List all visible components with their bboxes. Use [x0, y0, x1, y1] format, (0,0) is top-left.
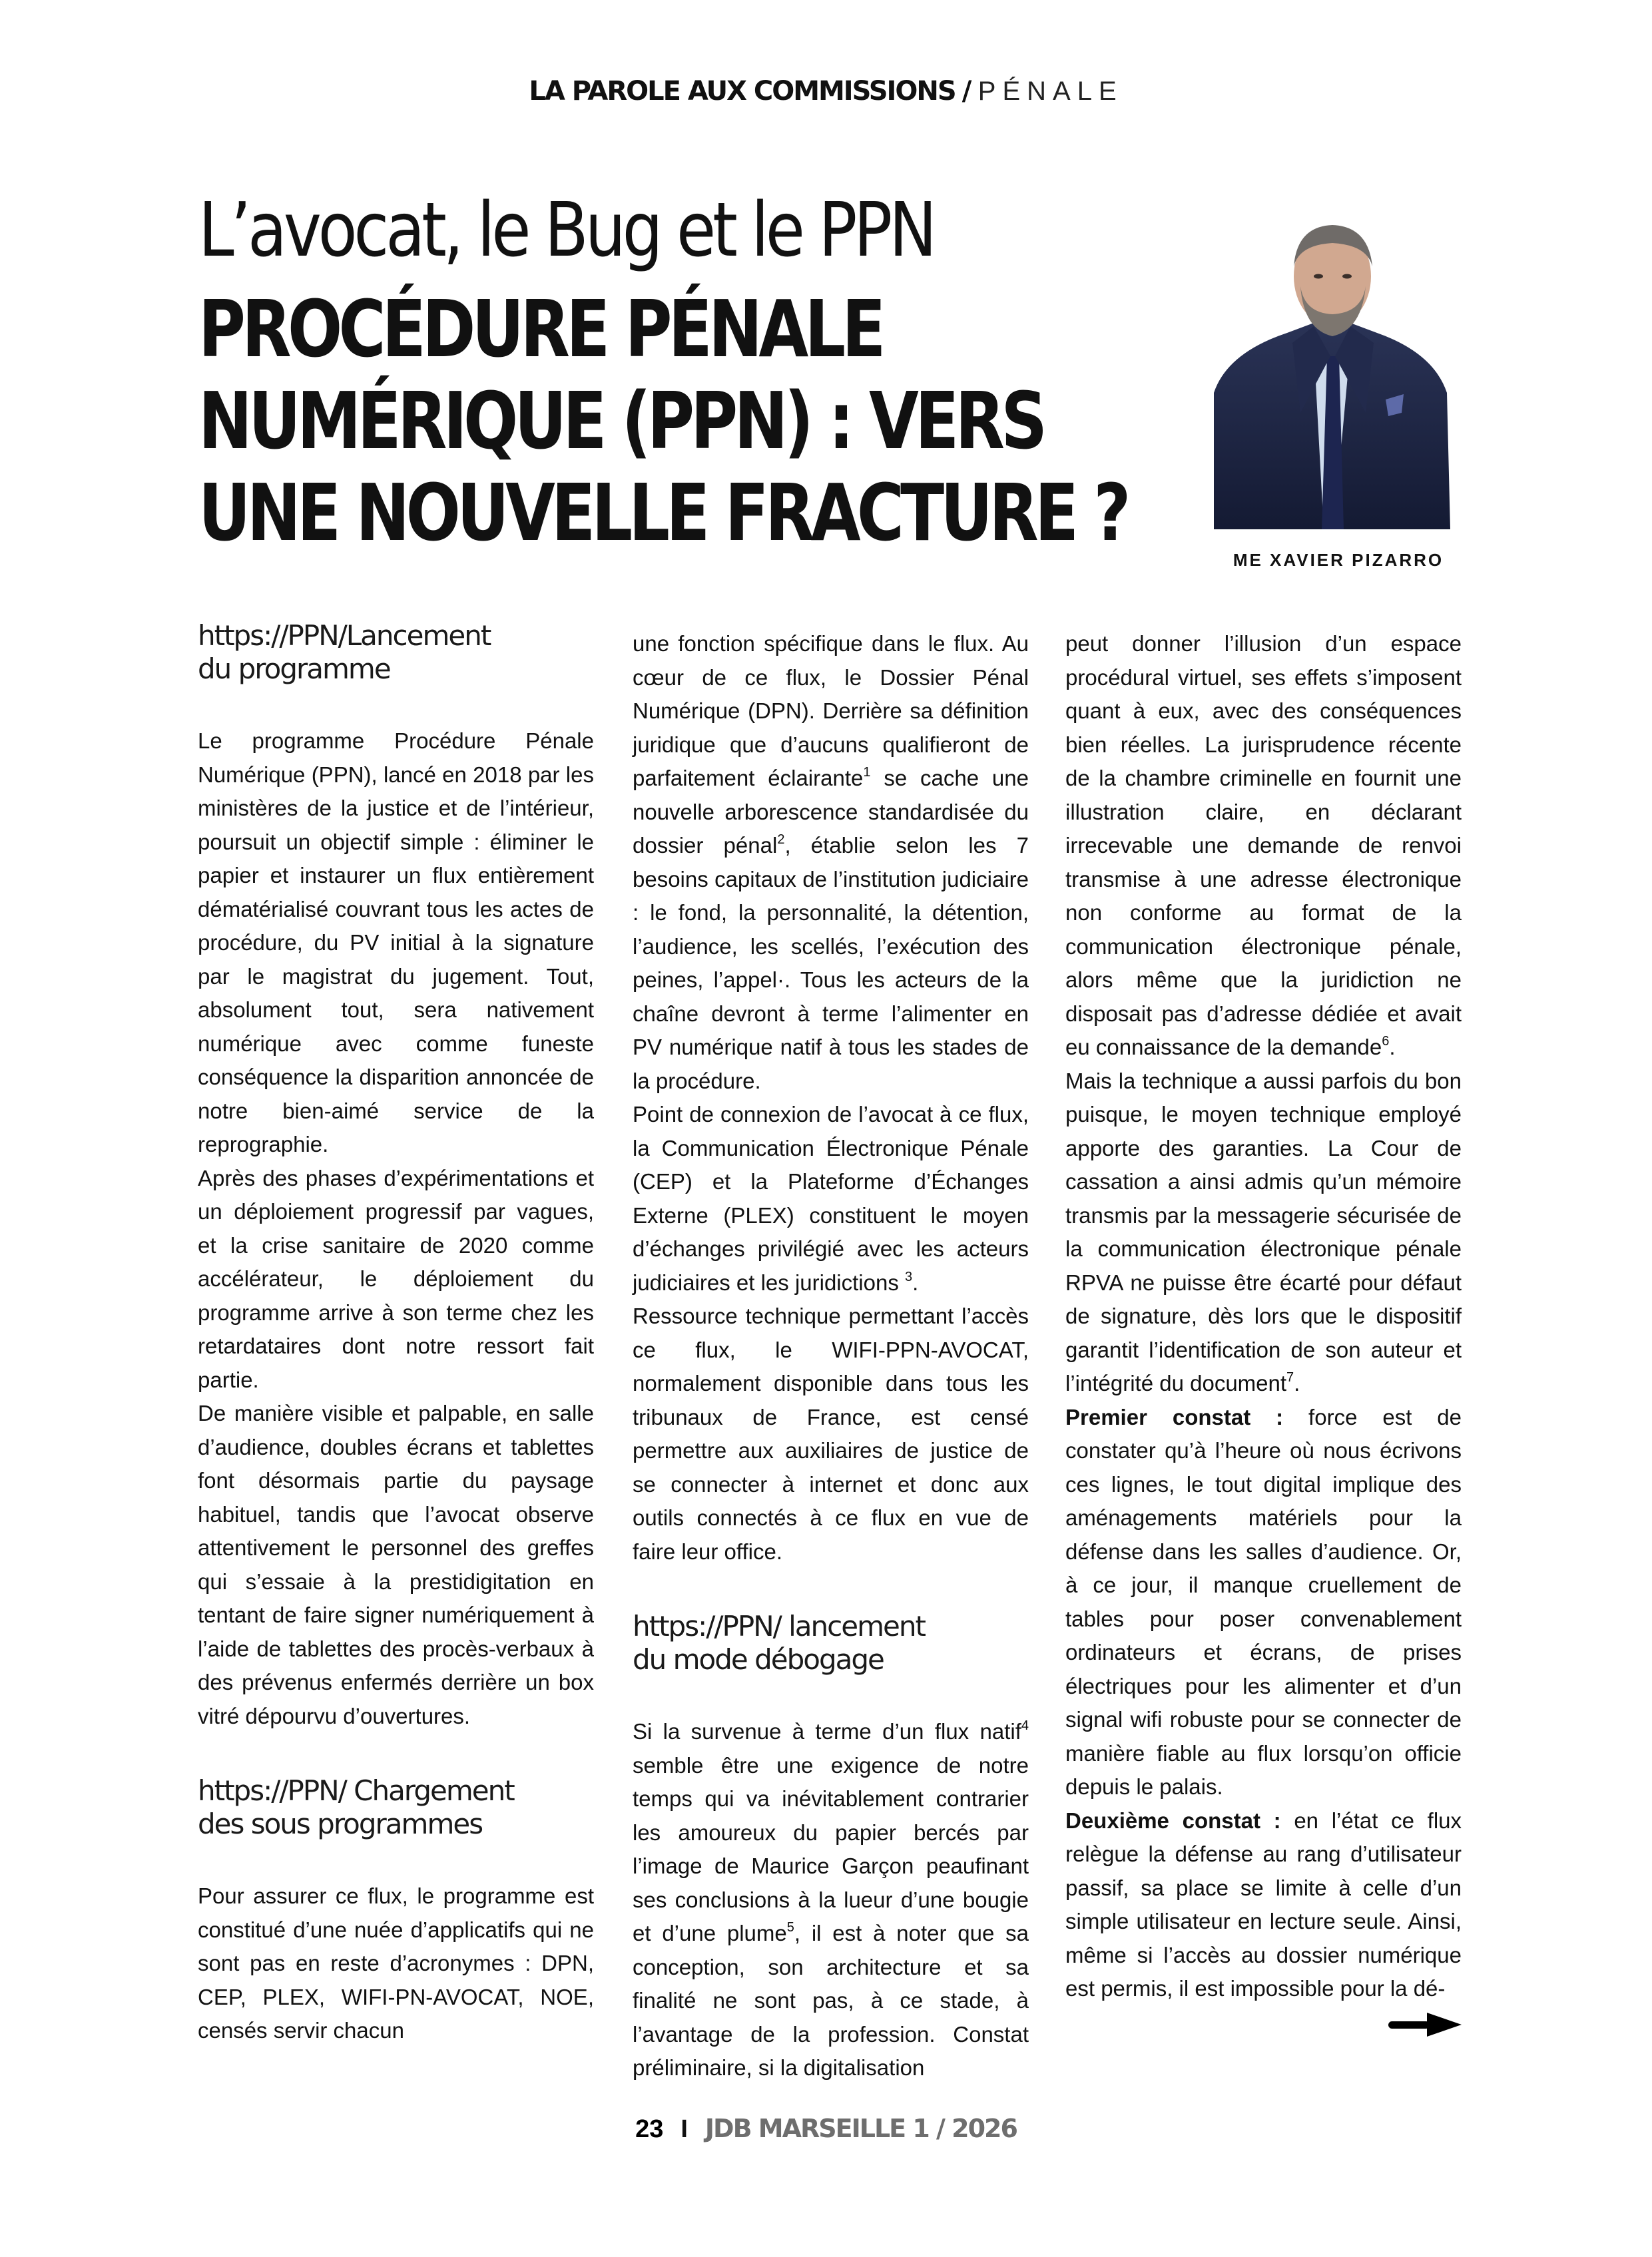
paragraph: De manière visible et palpable, en salle d’audience, doubles écrans et tablettes font désormais partie du paysage habituel, tandis que l’avocat observe attentivement le personnel des greffes qui s’essaie à la prestidigitation en tentant de faire signer numériquement à l’aide de tablettes des procès-verbaux à des prévenus enfermés derrière un box vitré dépourvu d’ouvertures. [198, 1401, 594, 1728]
section-heading-line: https://PPN/Lancement [198, 619, 491, 652]
section-kicker [0, 76, 1652, 107]
section-heading-line: https://PPN/ Chargement [198, 1774, 514, 1807]
kicker-separator: / [962, 76, 971, 107]
footnote-ref[interactable]: 5 [786, 1920, 794, 1935]
headline-line: UNE NOUVELLE FRACTURE ? [198, 467, 1127, 559]
paragraph: Ressource technique permettant l’accès ce flux, le WIFI-PPN-AVOCAT, normalement disponible dans tous les tribunaux de France, est censé permettre aux auxiliaires de justice de se connecter à internet et donc aux outils connectés à ce flux en vue de faire leur office. [633, 1304, 1029, 1564]
paragraph: Premier constat : force est de constater qu’à l’heure où nous écrivons ces lignes, le tout digital implique des aménagements matériels pour la défense dans les salles d’audience. Or, à ce jour, il manque cruellement de tables pour poser convenablement ordinateurs et écrans, de prises électriques pour les alimenter et d’un signal wifi robuste pour se connecter de manière fiable au flux lorsqu’on officie depuis le palais. [1065, 1404, 1462, 1799]
paragraph: peut donner l’illusion d’un espace procédural virtuel, ses effets s’imposent quant à eux, avec des conséquences bien réelles. La jurisprudence récente de la chambre criminelle en fournit une illustration claire, en déclarant irrecevable une demande de renvoi transmise à une adresse électronique non conforme au format de la communication électronique pénale, alors même que la juridiction ne disposait pas d’adresse dédiée et avait eu connaissance de la demande$^6$. [1065, 631, 1462, 1059]
section-heading-line: du mode débogage [633, 1643, 884, 1676]
paragraph: Pour assurer ce flux, le programme est constitué d’une nuée d’applicatifs qui ne sont pas en reste d’acronymes : DPN, CEP, PLEX, WIFI-PN-AVOCAT, NOE, censés servir chacun [198, 1883, 594, 2043]
paragraph: Mais la technique a aussi parfois du bon puisque, le moyen technique employé apporte des garanties. La Cour de cassation a ainsi admis qu’un mémoire transmis par la messagerie sécurisée de la communication électronique pénale RPVA ne puisse être écarté pour défaut de signature, dès lors que le dispositif garantit l’identification de son auteur et l’intégrité du document$^7$. [1065, 1068, 1462, 1395]
article-column-2 [633, 627, 1029, 2085]
magazine-issue: JDB MARSEILLE 1 / 2026 [704, 2114, 1017, 2143]
paragraph: Deuxième constat : en l’état ce flux relègue la défense au rang d’utilisateur passif, sa place se limite à celle d’un simple utilisateur en lecture seule. Ainsi, même si l’accès au dossier numérique est permis, il est impossible pour la dé- [1065, 1804, 1462, 2006]
article-column-1 [198, 619, 594, 2048]
author-portrait [1214, 213, 1450, 529]
kicker-subcategory: PÉNALE [977, 77, 1123, 106]
paragraph: Après des phases d’expérimentations et un déploiement progressif par vagues, et la crise sanitaire de 2020 comme accélérateur, le déploiement du programme arrive à son terme chez les retardataires dont notre ressort fait partie. [198, 1165, 594, 1392]
section-heading-line: https://PPN/ lancement [633, 1610, 925, 1642]
section-heading [633, 1610, 1029, 1676]
paragraph: Le programme Procédure Pénale Numérique (PPN), lancé en 2018 par les ministères de la justice et de l’intérieur, poursuit un objectif simple : éliminer le papier et instaurer un flux entièrement dématérialisé couvrant tous les actes de procédure, du PV initial à la signature par le magistrat du jugement. Tout, absolument tout, sera nativement numérique avec comme funeste conséquence la disparition annoncée de notre bien-aimé service de la reprographie. [198, 728, 594, 1156]
footnote-ref[interactable]: 2 [777, 832, 785, 847]
section-heading [198, 619, 594, 686]
author-caption: ME XAVIER PIZARRO [1233, 550, 1444, 570]
headline-line: NUMÉRIQUE (PPN) : VERS [198, 375, 1044, 467]
footnote-ref[interactable]: 4 [1021, 1718, 1029, 1733]
footnote-ref[interactable]: 3 [905, 1269, 913, 1284]
section-heading-line: du programme [198, 652, 390, 685]
emphasis-label: Premier constat : [1065, 1404, 1284, 1429]
paragraph: Point de connexion de l’avocat à ce flux, la Communication Électronique Pénale (CEP) et la Plateforme d’Échanges Externe (PLEX) constituent le moyen d’échanges privilégié avec les acteurs judiciaires et les juridictions $^3$. [633, 1102, 1029, 1295]
section-heading [198, 1774, 594, 1841]
section-heading-line: des sous programmes [198, 1808, 483, 1840]
footer-separator: I [681, 2115, 688, 2143]
arrow-right-icon[interactable] [1388, 2011, 1462, 2048]
article-headline [198, 283, 1127, 559]
paragraph: une fonction spécifique dans le flux. Au cœur de ce flux, le Dossier Pénal Numérique (DPN). Derrière sa définition juridique que d’aucuns qualifieront de parfaitement éclairante$^1$ se cache une nouvelle arborescence standardisée du dossier pénal$^2$, établie selon les 7 besoins capitaux de l’institution judiciaire : le fond, la personnalité, la détention, l’audience, les scellés, l’exécution des peines, l’appel·. Tous les acteurs de la chaîne devront à terme l’alimenter en PV numérique natif à tous les stades de la procédure. [633, 631, 1029, 1093]
paragraph: Si la survenue à terme d’un flux natif$^4$ semble être une exigence de notre temps qui va inévitablement contrarier les amoureux du papier bercés par l’image de Maurice Garçon peaufinant ses conclusions à la lueur d’une bougie et d’une plume$^5$, il est à noter que sa conception, son architecture et sa finalité ne sont pas, à ce stade, à l’avantage de la profession. Constat préliminaire, si la digitalisation [633, 1718, 1029, 2080]
footnote-ref[interactable]: 1 [863, 765, 871, 780]
footnote-ref[interactable]: 7 [1286, 1370, 1294, 1385]
kicker-category: LA PAROLE AUX COMMISSIONS [529, 76, 956, 107]
headline-line: PROCÉDURE PÉNALE [198, 283, 882, 375]
footnote-ref[interactable]: 6 [1382, 1034, 1390, 1049]
article-column-3 [1065, 627, 1462, 2047]
emphasis-label: Deuxième constat : [1065, 1808, 1281, 1833]
portrait-photo-icon [1214, 213, 1450, 529]
page-footer [0, 2114, 1652, 2144]
page-number: 23 [635, 2115, 664, 2143]
article-supertitle: L’avocat, le Bug et le PPN [198, 187, 934, 274]
